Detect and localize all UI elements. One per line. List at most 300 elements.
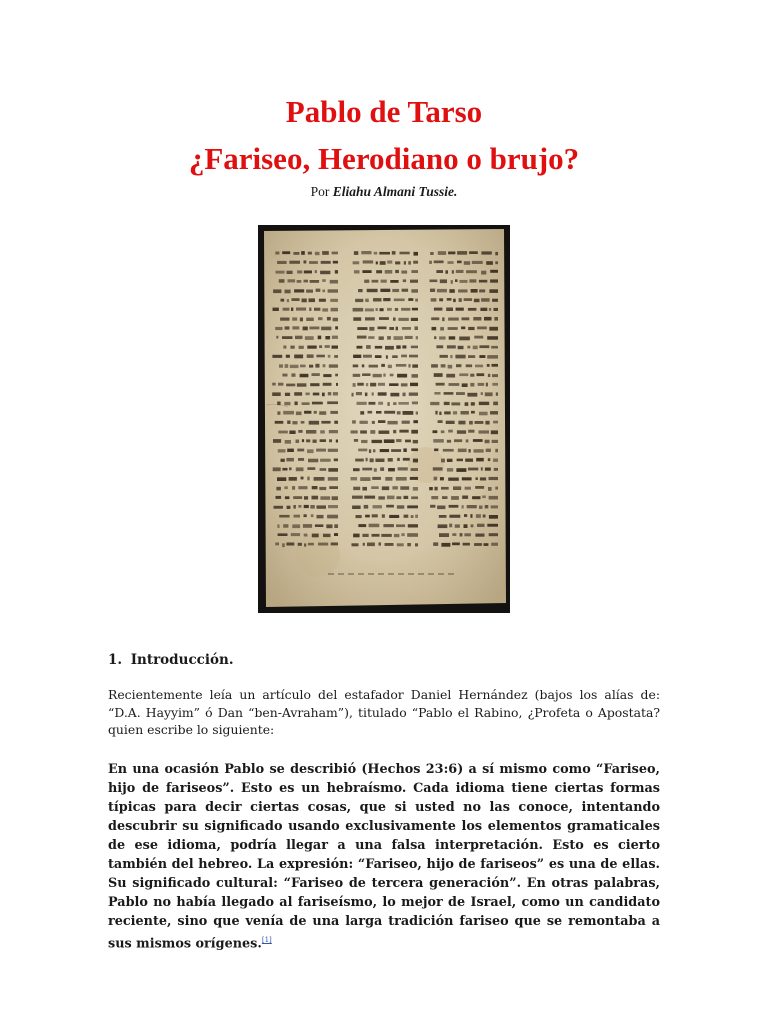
script-stroke (375, 346, 382, 349)
script-stroke (304, 505, 309, 508)
script-stroke (479, 402, 489, 405)
script-stroke (304, 271, 312, 274)
script-stroke (455, 279, 458, 282)
script-stroke (479, 430, 490, 433)
script-stroke (380, 289, 390, 292)
script-stroke (275, 252, 279, 255)
script-stroke (303, 327, 308, 331)
script-stroke (385, 477, 392, 481)
script-stroke (403, 279, 406, 282)
script-stroke (336, 440, 338, 443)
script-stroke (331, 308, 338, 312)
script-stroke (333, 318, 338, 322)
script-stroke (453, 411, 457, 414)
script-stroke (273, 308, 279, 311)
script-stroke (430, 280, 438, 283)
script-stroke (482, 496, 486, 499)
script-stroke (481, 298, 490, 302)
script-stroke (447, 345, 456, 348)
script-stroke (414, 252, 419, 256)
script-stroke (364, 280, 369, 283)
script-stroke (449, 505, 459, 508)
script-stroke (375, 355, 382, 358)
script-stroke (282, 251, 290, 254)
quoted-paragraph-text: En una ocasión Pablo se describió (Hechos 23:6) a sí mismo como “Fariseo, hijo de fariseos”. Esto es un hebraísmo. Cada idioma tiene ciertas formas típicas para decir ciertas cosas, que si usted no las conoce, intentando descubrir su significado usando exclusivamente los elementos gramaticales de ese idioma, podría llegar a una falsa interpretación. Esto es cierto también del hebreo. La expresión: “Fariseo, hijo de fariseos” es una de ellas. Su significado cultural: “Fariseo de tercera generación”. En otras palabras, Pablo no había llegado al fariseísmo, lo mejor de Israel, como un candidato reciente, sino que venía de una larga tradición fariseo que se remontaba a sus mismos orígenes. (108, 762, 660, 952)
script-stroke (393, 318, 396, 321)
script-stroke (302, 299, 307, 303)
script-stroke (430, 289, 435, 292)
script-stroke (483, 515, 486, 518)
script-stroke (378, 496, 385, 499)
script-stroke (488, 487, 492, 491)
script-stroke (398, 467, 408, 470)
script-stroke (382, 514, 385, 518)
script-stroke (408, 573, 414, 575)
script-stroke (327, 401, 338, 404)
script-stroke (379, 317, 389, 320)
script-stroke (388, 458, 393, 462)
quoted-paragraph (108, 760, 660, 953)
script-stroke (476, 514, 481, 518)
script-stroke (486, 383, 488, 387)
script-stroke (489, 496, 498, 500)
script-stroke (283, 346, 286, 349)
script-stroke (374, 468, 377, 472)
script-stroke (448, 573, 454, 575)
script-stroke (407, 533, 418, 537)
script-stroke (319, 345, 322, 348)
script-stroke (297, 280, 302, 283)
script-stroke (457, 261, 462, 264)
script-stroke (491, 346, 498, 349)
script-stroke (287, 449, 294, 452)
title-line-2: ¿Fariseo, Herodiano o brujo? (188, 141, 580, 176)
script-stroke (457, 459, 463, 462)
script-stroke (485, 468, 491, 471)
script-stroke (286, 543, 294, 546)
script-stroke (356, 515, 362, 518)
title-line-1: Pablo de Tarso (285, 94, 483, 129)
script-stroke (277, 402, 280, 406)
script-stroke (322, 393, 325, 397)
script-stroke (474, 299, 480, 303)
script-stroke (469, 279, 476, 282)
script-stroke (319, 487, 326, 490)
script-stroke (410, 280, 418, 283)
script-stroke (287, 421, 290, 424)
script-stroke (456, 468, 466, 472)
script-stroke (447, 468, 453, 472)
script-stroke (333, 261, 338, 264)
script-stroke (384, 439, 395, 443)
script-stroke (286, 355, 290, 358)
script-stroke (444, 392, 454, 395)
script-stroke (357, 346, 363, 349)
script-stroke (314, 308, 320, 311)
script-stroke (376, 308, 378, 311)
script-stroke (380, 467, 384, 471)
script-stroke (298, 458, 304, 461)
script-stroke (489, 327, 498, 331)
script-stroke (278, 383, 283, 386)
script-stroke (409, 355, 418, 358)
script-stroke (320, 439, 326, 442)
script-stroke (470, 383, 474, 387)
script-stroke (294, 355, 303, 359)
script-stroke (468, 308, 477, 311)
script-stroke (457, 251, 467, 255)
script-stroke (282, 468, 287, 471)
script-stroke (411, 346, 418, 349)
script-stroke (408, 261, 411, 265)
script-stroke (366, 458, 368, 462)
script-stroke (486, 261, 493, 265)
script-stroke (372, 514, 378, 517)
script-stroke (396, 477, 407, 481)
script-stroke (385, 270, 393, 274)
script-stroke (364, 496, 375, 499)
script-stroke (312, 373, 320, 376)
script-stroke (323, 364, 326, 367)
script-stroke (471, 289, 478, 293)
script-stroke (373, 449, 375, 452)
script-stroke (461, 411, 469, 415)
script-stroke (297, 383, 307, 386)
script-stroke (396, 364, 407, 367)
script-stroke (376, 270, 382, 273)
script-stroke (463, 543, 470, 546)
script-stroke (456, 392, 465, 395)
script-stroke (485, 421, 489, 425)
script-stroke (484, 317, 492, 321)
script-stroke (442, 496, 448, 499)
script-stroke (363, 543, 365, 546)
script-stroke (285, 393, 290, 396)
script-stroke (353, 383, 356, 387)
script-stroke (365, 515, 370, 518)
script-stroke (413, 440, 418, 444)
footnote-link[interactable]: [1] (261, 936, 272, 944)
script-stroke (465, 487, 471, 490)
script-stroke (381, 280, 387, 283)
script-stroke (357, 402, 367, 405)
script-stroke (351, 477, 358, 480)
script-stroke (353, 534, 360, 538)
script-stroke (387, 402, 389, 406)
script-stroke (459, 373, 468, 376)
script-stroke (439, 412, 441, 415)
script-stroke (305, 336, 314, 340)
script-stroke (313, 393, 320, 396)
script-stroke (360, 477, 370, 481)
script-stroke (411, 289, 418, 293)
script-stroke (358, 524, 366, 527)
script-stroke (397, 374, 407, 378)
script-stroke (304, 260, 307, 263)
script-stroke (275, 327, 282, 330)
script-stroke (367, 289, 378, 292)
script-stroke (290, 365, 299, 368)
script-stroke (296, 440, 300, 444)
script-stroke (441, 487, 449, 490)
script-stroke (317, 515, 324, 519)
script-stroke (365, 317, 375, 320)
script-stroke (283, 308, 290, 311)
script-stroke (308, 459, 318, 463)
script-stroke (495, 449, 498, 453)
script-stroke (468, 468, 478, 471)
script-stroke (430, 505, 435, 508)
script-stroke (491, 430, 498, 434)
script-stroke (328, 477, 338, 481)
script-stroke (471, 402, 475, 405)
script-stroke (489, 533, 498, 536)
script-stroke (292, 298, 300, 301)
script-stroke (389, 327, 394, 330)
script-stroke (361, 440, 367, 443)
script-stroke (282, 543, 285, 547)
byline-prefix: Por (310, 184, 330, 199)
script-stroke (371, 486, 379, 489)
script-stroke (429, 261, 432, 264)
script-stroke (287, 271, 293, 274)
script-stroke (409, 364, 411, 367)
script-stroke (415, 515, 418, 518)
script-stroke (397, 458, 400, 461)
script-stroke (434, 392, 440, 395)
script-stroke (449, 289, 454, 293)
script-stroke (364, 505, 369, 509)
script-stroke (492, 299, 498, 302)
script-stroke (354, 251, 358, 255)
script-stroke (315, 524, 324, 527)
script-stroke (411, 448, 418, 451)
script-stroke (470, 374, 474, 377)
script-stroke (439, 533, 449, 537)
script-stroke (315, 270, 317, 273)
script-stroke (388, 365, 392, 368)
script-stroke (467, 505, 477, 508)
script-stroke (453, 486, 461, 490)
script-stroke (469, 421, 473, 425)
script-stroke (369, 524, 380, 528)
script-stroke (372, 477, 381, 480)
script-stroke (475, 534, 484, 537)
script-stroke (490, 411, 498, 414)
script-stroke (294, 392, 302, 396)
script-stroke (357, 327, 367, 330)
script-stroke (403, 458, 410, 461)
script-stroke (412, 364, 418, 367)
script-stroke (398, 402, 409, 405)
script-stroke (415, 543, 418, 546)
script-stroke (434, 477, 438, 481)
script-stroke (431, 298, 437, 301)
script-stroke (320, 468, 327, 471)
script-stroke (372, 280, 379, 283)
script-stroke (388, 468, 395, 471)
script-stroke (360, 411, 364, 414)
script-stroke (401, 355, 407, 358)
script-stroke (460, 533, 463, 536)
script-stroke (479, 355, 485, 358)
script-stroke (401, 308, 410, 311)
script-stroke (411, 496, 418, 499)
script-stroke (352, 393, 354, 397)
script-stroke (429, 487, 433, 490)
script-stroke (293, 496, 302, 499)
script-stroke (401, 271, 407, 274)
script-stroke (277, 524, 279, 528)
script-stroke (292, 486, 295, 490)
script-stroke (378, 573, 384, 575)
script-stroke (300, 374, 309, 378)
script-stroke (334, 533, 338, 536)
script-stroke (357, 383, 364, 386)
script-stroke (352, 496, 363, 499)
script-stroke (362, 270, 371, 273)
script-stroke (362, 364, 365, 367)
script-stroke (276, 336, 278, 339)
script-stroke (495, 252, 498, 255)
script-stroke (392, 355, 398, 358)
script-stroke (273, 289, 281, 293)
script-stroke (404, 515, 409, 518)
script-stroke (352, 543, 359, 546)
script-stroke (492, 364, 499, 367)
script-stroke (276, 487, 281, 491)
script-stroke (367, 543, 375, 547)
script-stroke (306, 439, 310, 442)
script-stroke (276, 496, 282, 499)
script-stroke (432, 327, 437, 330)
script-stroke (405, 336, 413, 339)
script-stroke (464, 524, 468, 528)
script-stroke (473, 439, 483, 442)
script-stroke (361, 251, 371, 254)
script-stroke (458, 346, 464, 349)
script-stroke (314, 411, 317, 414)
script-stroke (292, 326, 299, 329)
script-stroke (459, 337, 470, 341)
script-stroke (320, 496, 330, 500)
script-stroke (291, 308, 293, 312)
script-stroke (328, 449, 338, 452)
script-stroke (472, 261, 483, 264)
script-stroke (281, 299, 285, 302)
script-stroke (282, 374, 287, 377)
script-stroke (396, 439, 401, 442)
script-stroke (430, 252, 433, 255)
script-stroke (485, 440, 490, 444)
script-stroke (358, 573, 364, 575)
script-stroke (478, 383, 485, 386)
script-stroke (494, 308, 499, 311)
script-stroke (452, 270, 454, 273)
script-stroke (319, 411, 326, 415)
script-stroke (289, 477, 297, 481)
script-stroke (492, 383, 498, 386)
script-stroke (272, 383, 276, 386)
script-stroke (304, 411, 311, 414)
script-stroke (477, 373, 485, 376)
script-stroke (485, 505, 489, 508)
script-stroke (384, 411, 395, 414)
script-stroke (401, 383, 408, 386)
script-stroke (396, 524, 405, 527)
script-stroke (299, 346, 304, 349)
script-stroke (402, 421, 410, 424)
script-stroke (310, 280, 320, 283)
script-stroke (388, 421, 398, 425)
script-stroke (312, 486, 318, 489)
script-stroke (402, 345, 406, 348)
script-stroke (464, 298, 473, 301)
script-stroke (353, 374, 361, 377)
script-stroke (403, 393, 406, 397)
script-stroke (479, 289, 485, 292)
script-stroke (378, 392, 387, 395)
script-stroke (448, 318, 459, 321)
script-stroke (365, 393, 368, 397)
script-stroke (437, 289, 447, 293)
script-stroke (376, 411, 382, 414)
script-stroke (372, 534, 380, 537)
manuscript-image (258, 225, 510, 613)
script-stroke (460, 280, 468, 283)
script-stroke (397, 411, 401, 414)
script-stroke (328, 468, 338, 472)
script-stroke (284, 402, 290, 405)
script-stroke (281, 459, 285, 462)
script-stroke (467, 393, 477, 397)
script-stroke (363, 355, 372, 358)
script-stroke (311, 514, 314, 517)
script-stroke (315, 252, 320, 255)
script-stroke (404, 261, 406, 264)
script-stroke (398, 318, 408, 321)
script-stroke (329, 430, 338, 433)
script-stroke (466, 439, 469, 442)
script-stroke (334, 524, 338, 528)
script-stroke (304, 514, 307, 517)
script-stroke (372, 392, 374, 395)
script-stroke (465, 402, 469, 406)
script-stroke (332, 496, 338, 500)
script-stroke (310, 505, 315, 509)
script-stroke (315, 364, 319, 368)
script-stroke (479, 280, 487, 283)
script-stroke (325, 345, 330, 348)
script-stroke (306, 393, 310, 396)
script-stroke (351, 430, 358, 433)
script-stroke (353, 261, 360, 264)
script-stroke (310, 383, 319, 386)
script-stroke (366, 345, 371, 349)
script-stroke (466, 364, 472, 367)
script-stroke (448, 261, 454, 264)
script-stroke (378, 383, 385, 386)
script-stroke (328, 355, 331, 358)
script-stroke (276, 271, 285, 274)
script-stroke (428, 573, 434, 575)
script-stroke (323, 383, 332, 386)
script-stroke (304, 534, 308, 537)
script-stroke (464, 533, 471, 536)
script-stroke (360, 430, 367, 433)
script-stroke (403, 411, 414, 415)
script-stroke (404, 496, 409, 499)
